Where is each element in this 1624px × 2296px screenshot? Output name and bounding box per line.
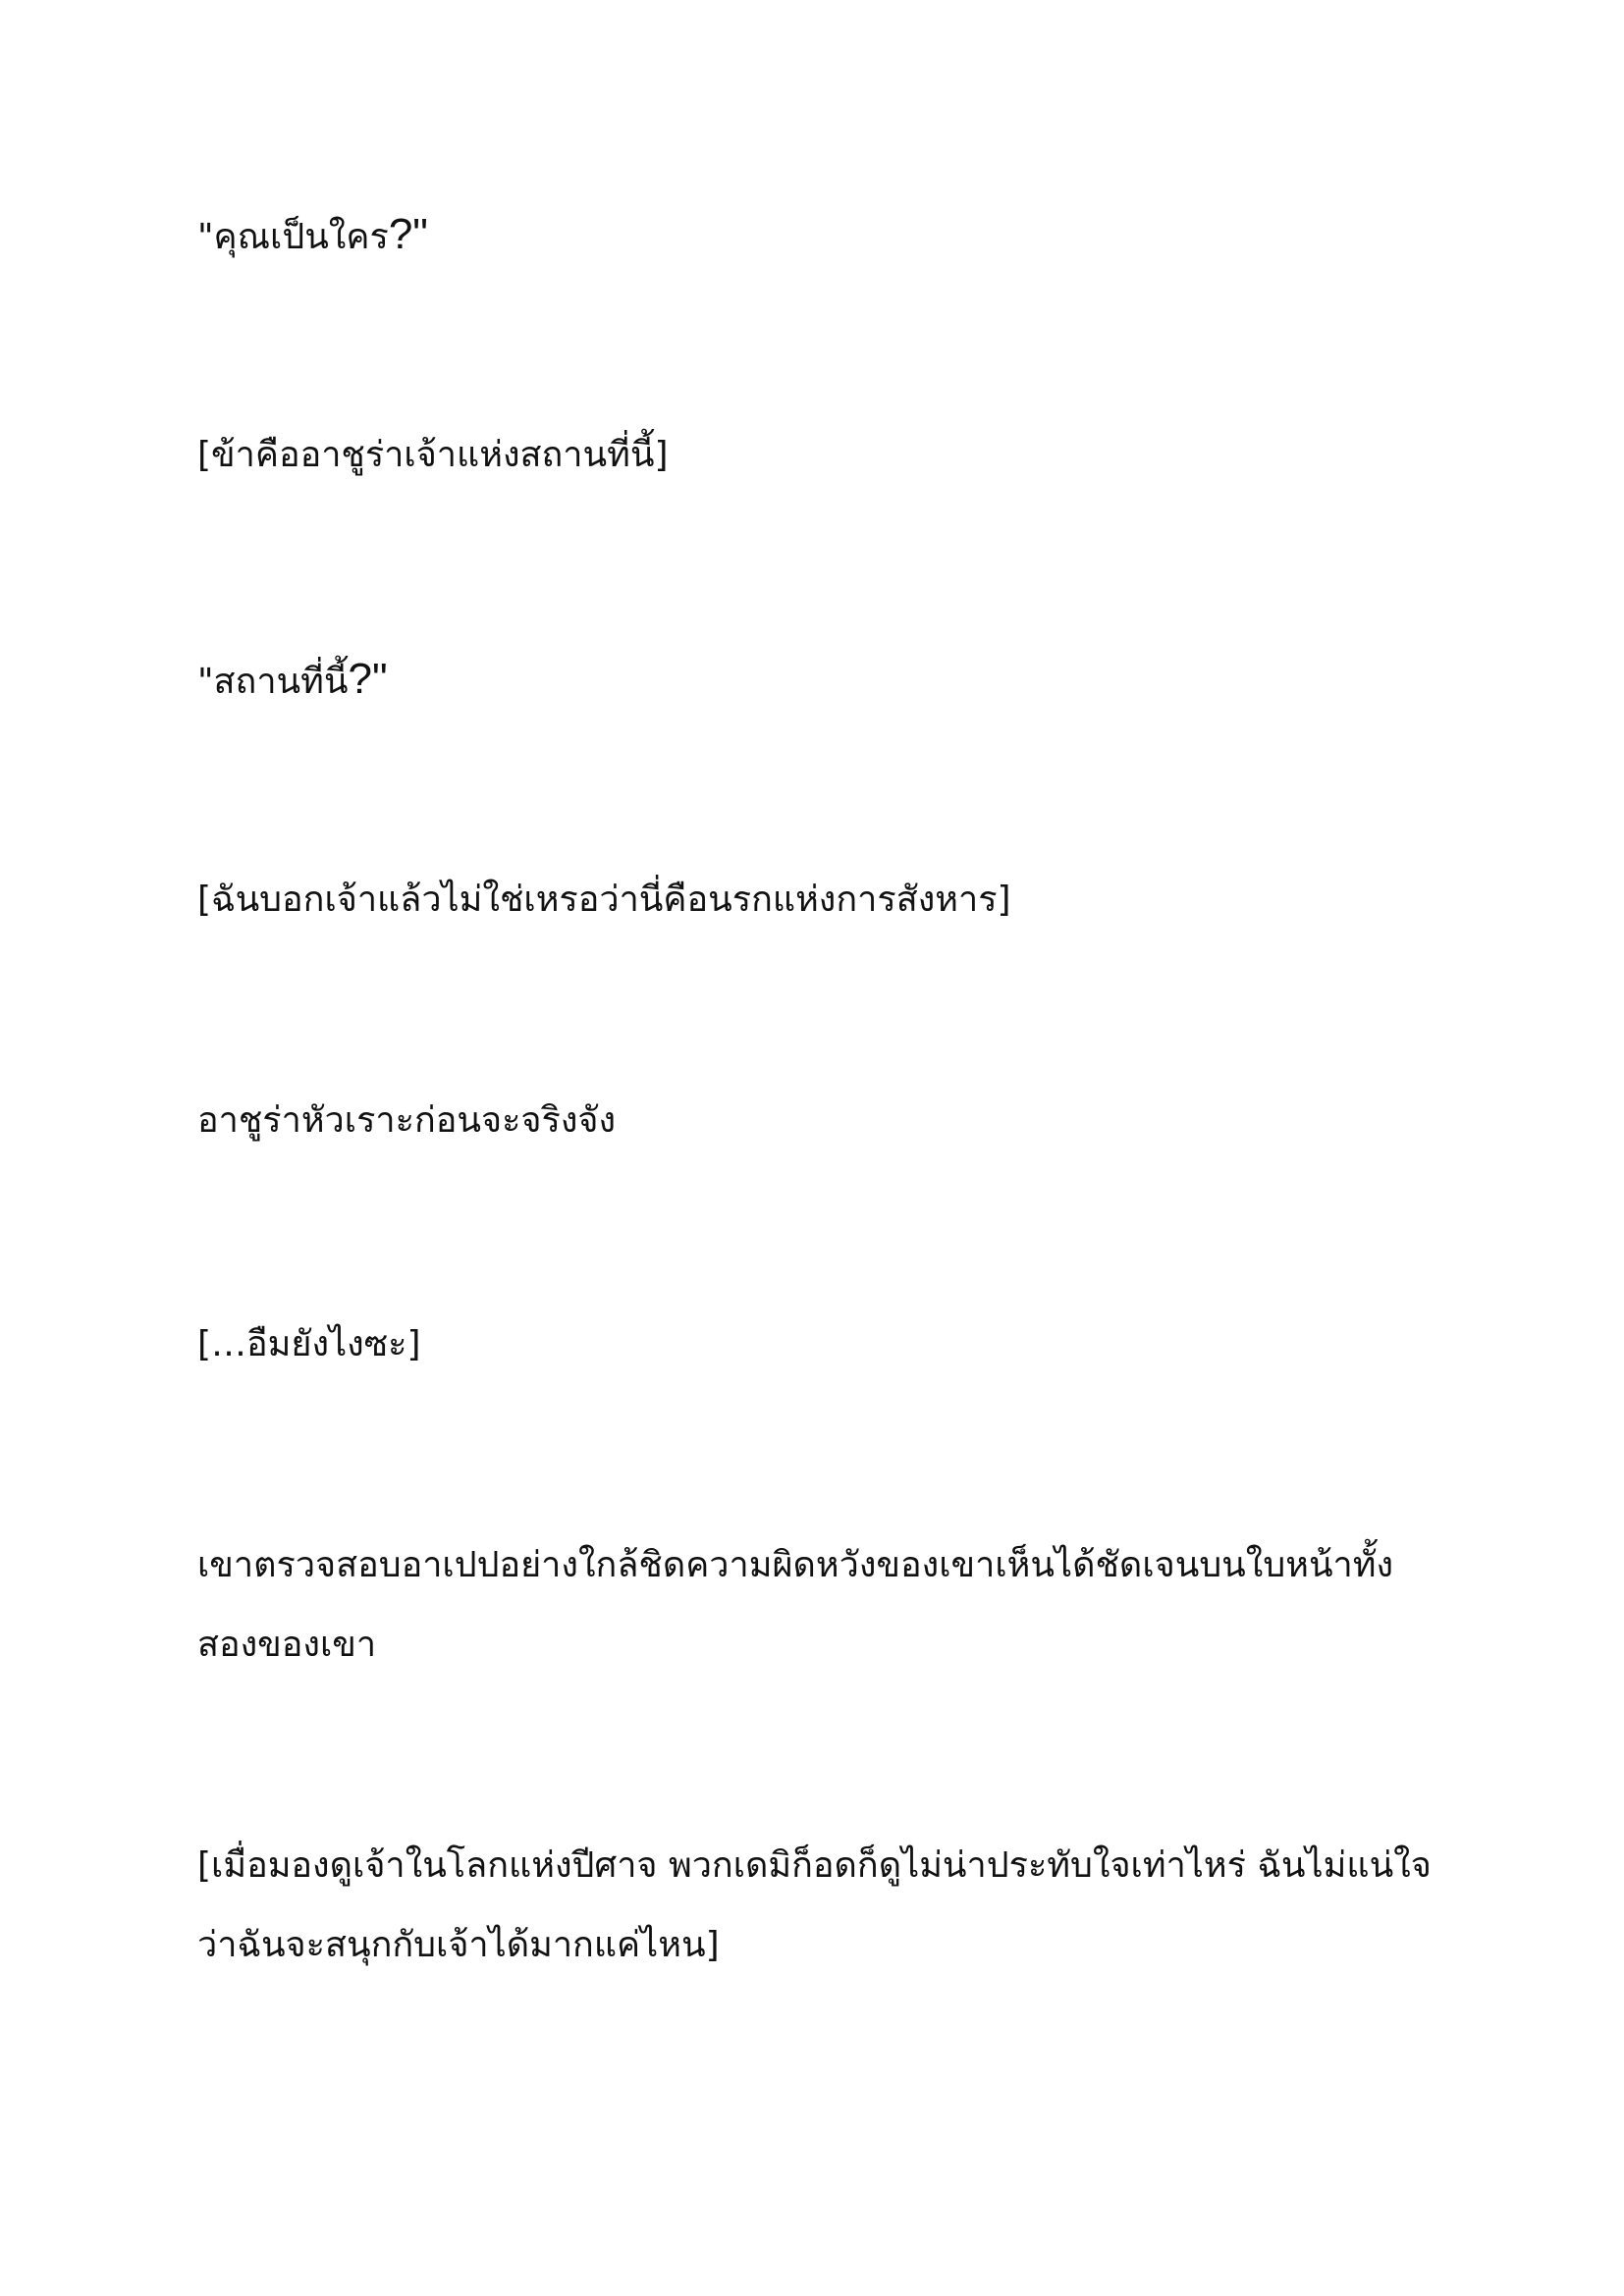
narration-paragraph <box>197 1081 1435 1160</box>
paragraph-text: [เมื่อมองดูเจ้าในโลกแห่งปีศาจ พวกเดมิก็อดก็ดูไม่น่าประทับใจเท่าไหร่ ฉันไม่แน่ใจว่าฉันจะสนุกกับเจ้าได้มากแค่ไหน] <box>197 1845 1432 1965</box>
dialogue-paragraph <box>197 860 1435 939</box>
paragraph-text: "สถานที่นี้ <box>197 662 349 702</box>
dialogue-paragraph <box>197 1305 1435 1384</box>
paragraph-text: [ข้าคืออาชูร่าเจ้าแห่งสถานที่นี้] <box>197 435 669 475</box>
paragraph-text: อาชูร่าหัวเราะก่อนจะจริงจัง <box>197 1100 617 1141</box>
narration-paragraph <box>197 1525 1435 1684</box>
paragraph-text: […อืมยังไงซะ] <box>197 1324 421 1364</box>
dialogue-paragraph <box>197 639 1435 721</box>
paragraph-text: "คุณเป็นใคร <box>197 217 389 257</box>
question-mark-quote: ?" <box>388 210 428 258</box>
question-mark-quote: ?" <box>348 655 388 703</box>
dialogue-paragraph <box>197 415 1435 495</box>
dialogue-paragraph <box>197 194 1435 277</box>
dialogue-paragraph <box>197 1826 1435 1985</box>
paragraph-text: [ฉันบอกเจ้าแล้วไม่ใช่เหรอว่านี่คือนรกแห่งการสังหาร] <box>197 880 1011 920</box>
paragraph-text: เขาตรวจสอบอาเปปอย่างใกล้ชิดความผิดหวังของเขาเห็นได้ชัดเจนบนใบหน้าทั้งสองของเขา <box>197 1545 1394 1665</box>
